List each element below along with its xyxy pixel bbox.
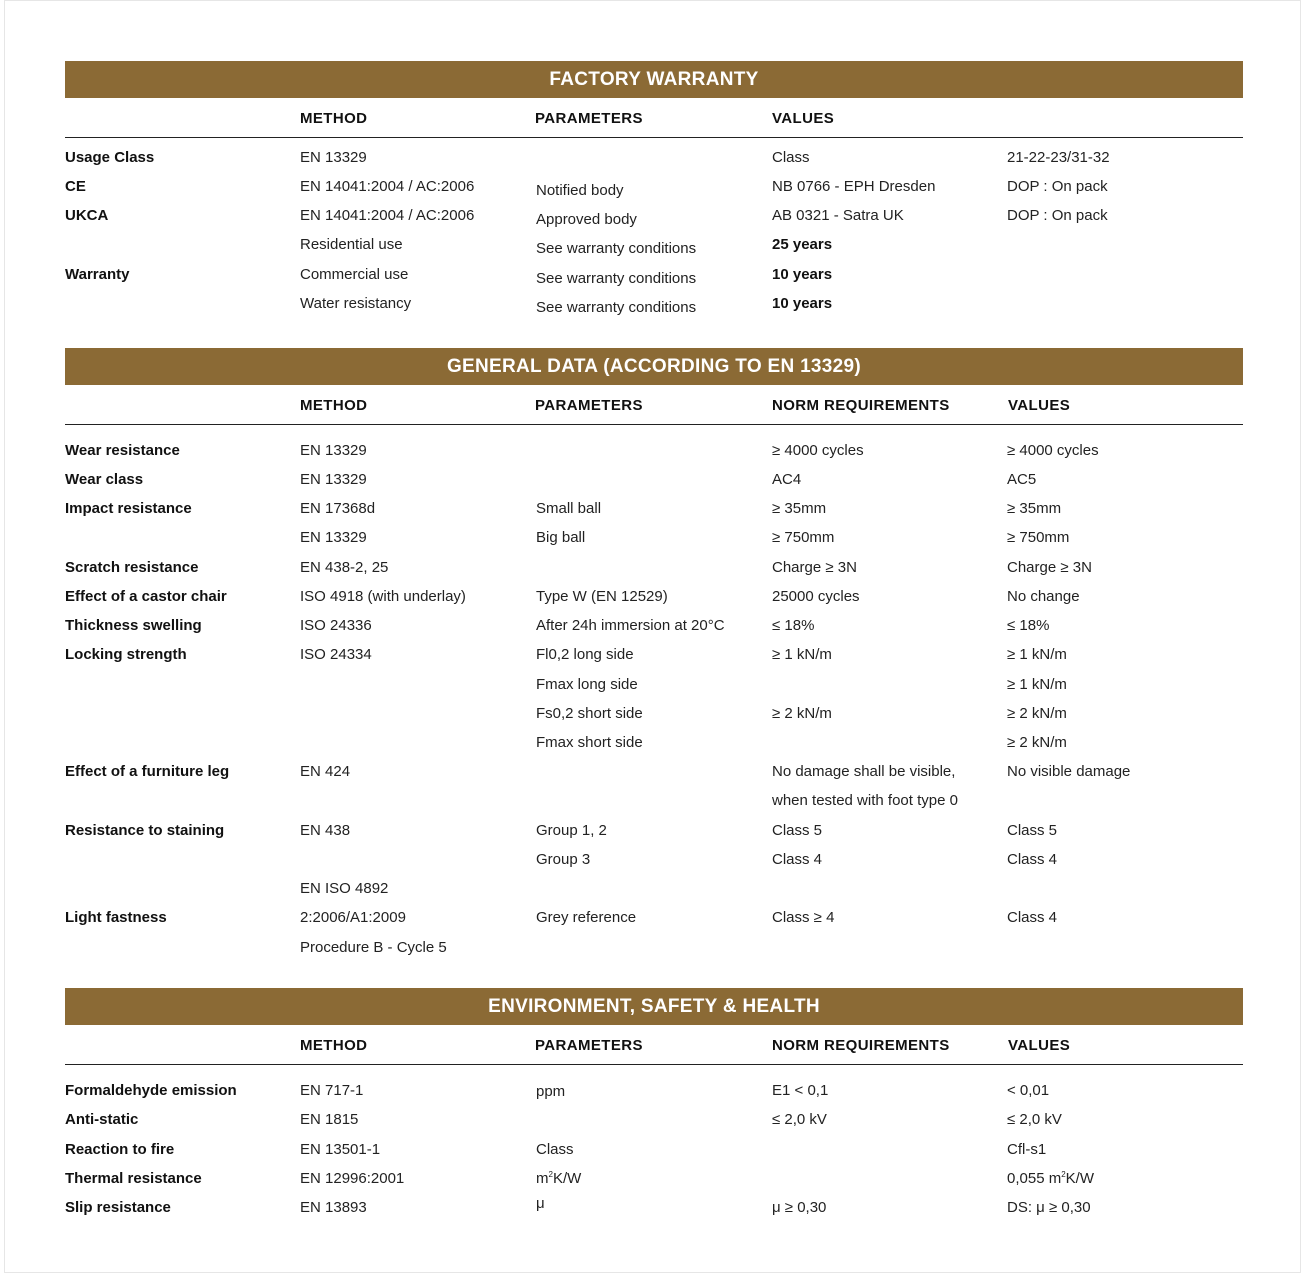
row-method: Residential use xyxy=(300,236,403,253)
row-value: 10 years xyxy=(772,266,833,283)
warranty-header-method: METHOD xyxy=(300,110,368,127)
value-base: 0,055 m xyxy=(1007,1170,1062,1187)
row-parameter: Group 1, 2 xyxy=(536,822,607,839)
value-exponent: 2 xyxy=(1061,1170,1066,1179)
row-parameter: Fmax short side xyxy=(536,734,643,751)
environment-header-method: METHOD xyxy=(300,1037,368,1054)
general-header-rule xyxy=(65,424,1243,425)
general-header-values: VALUES xyxy=(1008,397,1071,414)
row-parameter: Small ball xyxy=(536,500,602,517)
row-method: EN 14041:2004 / AC:2006 xyxy=(300,178,475,195)
row-method: EN 13329 xyxy=(300,442,367,459)
row-parameter: Fl0,2 long side xyxy=(536,646,634,663)
row-parameter: ppm xyxy=(536,1083,566,1100)
row-method: EN 14041:2004 / AC:2006 xyxy=(300,207,475,224)
row-value: 25 years xyxy=(772,236,833,253)
row-method: EN 13329 xyxy=(300,149,367,166)
row-norm: Class ≥ 4 xyxy=(772,909,835,926)
row-value: AB 0321 - Satra UK xyxy=(772,207,904,224)
environment-header-values: VALUES xyxy=(1008,1037,1071,1054)
row-label: Resistance to staining xyxy=(65,822,225,839)
general-section xyxy=(65,348,1243,968)
row-label: Formaldehyde emission xyxy=(65,1082,237,1099)
row-value: DS: μ ≥ 0,30 xyxy=(1007,1199,1091,1216)
warranty-header-parameters: PARAMETERS xyxy=(535,110,643,127)
row-method: Commercial use xyxy=(300,266,409,283)
row-value: ≥ 2 kN/m xyxy=(1007,734,1067,751)
row-parameter: Group 3 xyxy=(536,851,591,868)
general-header-norm: NORM REQUIREMENTS xyxy=(772,397,950,414)
row-value: NB 0766 - EPH Dresden xyxy=(772,178,936,195)
row-parameter: Type W (EN 12529) xyxy=(536,588,668,605)
row-norm: Class 4 xyxy=(772,851,823,868)
value-rest: K/W xyxy=(1065,1170,1094,1187)
row-label: Thickness swelling xyxy=(65,617,202,634)
unit-rest: K/W xyxy=(552,1170,582,1187)
row-norm: Charge ≥ 3N xyxy=(772,559,857,576)
row-norm: No damage shall be visible, xyxy=(772,763,956,780)
environment-section xyxy=(65,988,1243,1228)
row-value: Charge ≥ 3N xyxy=(1007,559,1092,576)
row-method: EN 1815 xyxy=(300,1111,359,1128)
row-value xyxy=(1007,1170,1094,1187)
row-value: ≥ 4000 cycles xyxy=(1007,442,1099,459)
row-label: Light fastness xyxy=(65,909,167,926)
row-parameter: Big ball xyxy=(536,529,586,546)
general-title: GENERAL DATA (ACCORDING TO EN 13329) xyxy=(65,348,1243,385)
environment-header-norm: NORM REQUIREMENTS xyxy=(772,1037,950,1054)
row-method: EN 424 xyxy=(300,763,351,780)
row-parameter: See warranty conditions xyxy=(536,299,697,316)
row-extra: DOP : On pack xyxy=(1007,178,1108,195)
row-parameter: Fs0,2 short side xyxy=(536,705,643,722)
row-method: EN ISO 4892 xyxy=(300,880,389,897)
row-label: Wear class xyxy=(65,471,144,488)
warranty-section xyxy=(65,61,1243,321)
row-method: Water resistancy xyxy=(300,295,412,312)
row-value: ≤ 18% xyxy=(1007,617,1050,634)
row-method: EN 717-1 xyxy=(300,1082,364,1099)
general-header-parameters: PARAMETERS xyxy=(535,397,643,414)
row-norm: Class 5 xyxy=(772,822,823,839)
row-method: EN 13893 xyxy=(300,1199,367,1216)
row-method: EN 13329 xyxy=(300,471,367,488)
row-method: ISO 4918 (with underlay) xyxy=(300,588,466,605)
row-label: Reaction to fire xyxy=(65,1141,175,1158)
row-label: Slip resistance xyxy=(65,1199,171,1216)
row-method: ISO 24334 xyxy=(300,646,372,663)
row-value: 10 years xyxy=(772,295,833,312)
row-norm: AC4 xyxy=(772,471,802,488)
row-label: Usage Class xyxy=(65,149,155,166)
warranty-header-values: VALUES xyxy=(772,110,835,127)
row-parameter: See warranty conditions xyxy=(536,240,697,257)
row-norm: ≥ 35mm xyxy=(772,500,827,517)
row-value: ≥ 35mm xyxy=(1007,500,1062,517)
row-value: Class xyxy=(772,149,810,166)
warranty-title: FACTORY WARRANTY xyxy=(65,61,1243,98)
environment-header-rule xyxy=(65,1064,1243,1065)
row-value: < 0,01 xyxy=(1007,1082,1050,1099)
row-parameter: Fmax long side xyxy=(536,676,638,693)
row-label: Effect of a furniture leg xyxy=(65,763,230,780)
row-method: ISO 24336 xyxy=(300,617,372,634)
unit-exponent: 2 xyxy=(548,1170,553,1179)
row-norm: ≤ 2,0 kV xyxy=(772,1111,827,1128)
row-method: EN 12996:2001 xyxy=(300,1170,405,1187)
row-method: EN 438 xyxy=(300,822,351,839)
environment-header-parameters: PARAMETERS xyxy=(535,1037,643,1054)
row-method: Procedure B - Cycle 5 xyxy=(300,939,447,956)
row-value: ≤ 2,0 kV xyxy=(1007,1111,1062,1128)
row-parameter: Approved body xyxy=(536,211,637,228)
row-extra: 21-22-23/31-32 xyxy=(1007,149,1110,166)
row-label: Anti-static xyxy=(65,1111,139,1128)
row-norm: ≥ 4000 cycles xyxy=(772,442,864,459)
row-value: AC5 xyxy=(1007,471,1037,488)
row-value: ≥ 2 kN/m xyxy=(1007,705,1067,722)
row-parameter xyxy=(536,1170,581,1187)
row-value: Class 4 xyxy=(1007,851,1058,868)
row-method: EN 13329 xyxy=(300,529,367,546)
row-label: Thermal resistance xyxy=(65,1170,202,1187)
row-label: UKCA xyxy=(65,207,109,224)
environment-title: ENVIRONMENT, SAFETY & HEALTH xyxy=(65,988,1243,1025)
row-label: Warranty xyxy=(65,266,130,283)
row-value: Cfl-s1 xyxy=(1007,1141,1047,1158)
row-value: No change xyxy=(1007,588,1080,605)
row-value: Class 4 xyxy=(1007,909,1058,926)
row-norm: 25000 cycles xyxy=(772,588,860,605)
row-label: Wear resistance xyxy=(65,442,180,459)
row-norm: ≤ 18% xyxy=(772,617,815,634)
row-norm: μ ≥ 0,30 xyxy=(772,1199,827,1216)
warranty-header-rule xyxy=(65,137,1243,138)
row-value: ≥ 750mm xyxy=(1007,529,1070,546)
row-parameter: Grey reference xyxy=(536,909,637,926)
row-parameter: Class xyxy=(536,1141,574,1158)
row-norm: ≥ 750mm xyxy=(772,529,835,546)
row-label: Effect of a castor chair xyxy=(65,588,227,605)
row-value: ≥ 1 kN/m xyxy=(1007,676,1067,693)
row-norm: ≥ 1 kN/m xyxy=(772,646,832,663)
row-parameter: See warranty conditions xyxy=(536,270,697,287)
row-parameter: After 24h immersion at 20°C xyxy=(536,617,725,634)
row-method: EN 438-2, 25 xyxy=(300,559,389,576)
row-value: ≥ 1 kN/m xyxy=(1007,646,1067,663)
general-header-method: METHOD xyxy=(300,397,368,414)
row-extra: DOP : On pack xyxy=(1007,207,1108,224)
row-norm: E1 < 0,1 xyxy=(772,1082,829,1099)
row-method: EN 17368d xyxy=(300,500,376,517)
row-value: No visible damage xyxy=(1007,763,1131,780)
row-value: Class 5 xyxy=(1007,822,1058,839)
row-label: Scratch resistance xyxy=(65,559,199,576)
row-method: EN 13501-1 xyxy=(300,1141,381,1158)
row-label: CE xyxy=(65,178,86,195)
row-method: 2:2006/A1:2009 xyxy=(300,909,406,926)
row-norm: ≥ 2 kN/m xyxy=(772,705,832,722)
unit-base: m xyxy=(536,1170,549,1187)
row-parameter: μ xyxy=(536,1195,545,1212)
row-label: Locking strength xyxy=(65,646,187,663)
row-norm: when tested with foot type 0 xyxy=(772,792,958,809)
row-label: Impact resistance xyxy=(65,500,192,517)
row-parameter: Notified body xyxy=(536,182,624,199)
